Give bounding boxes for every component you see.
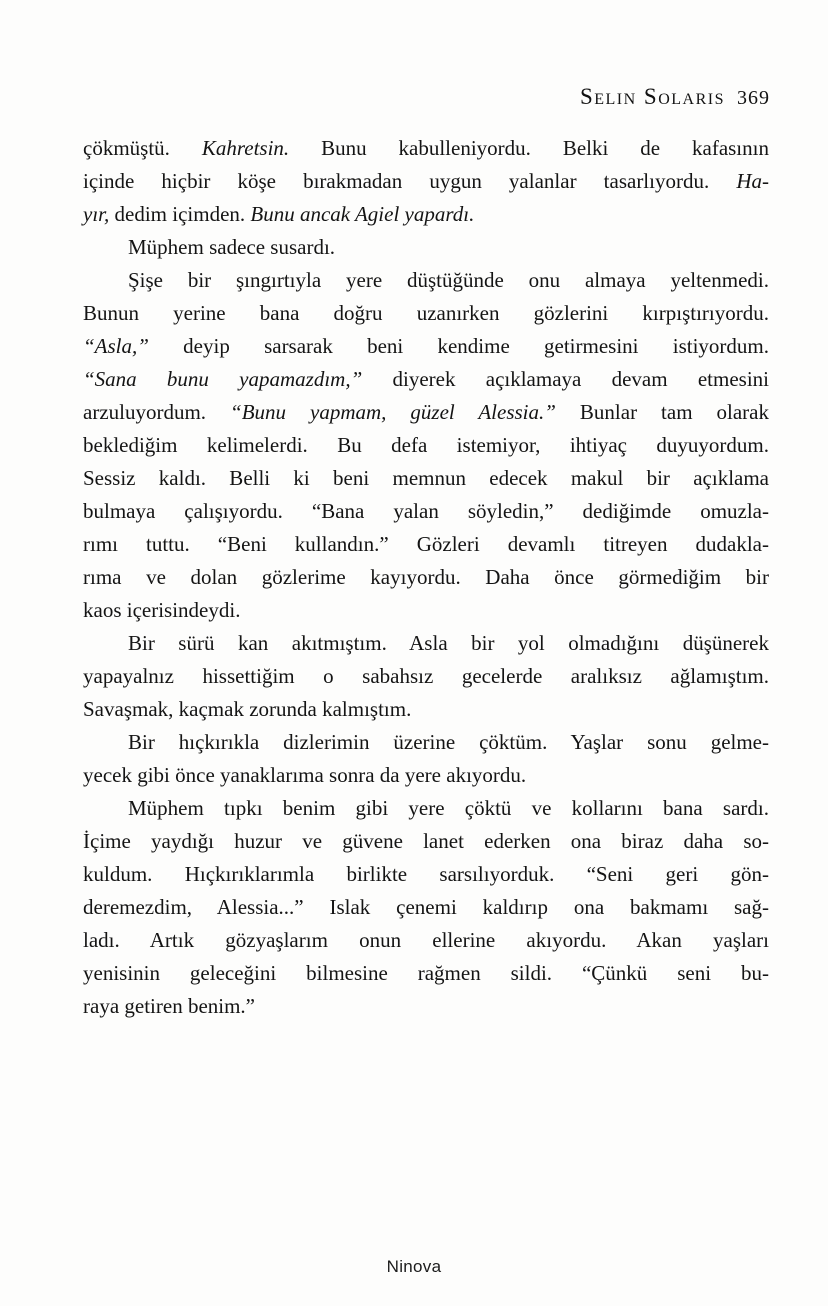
text-line bbox=[83, 693, 769, 726]
text-line bbox=[83, 726, 769, 759]
text-segment: Savaşmak, kaçmak zorunda kalmıştım. bbox=[83, 697, 412, 721]
page-number: 369 bbox=[737, 87, 770, 109]
text-segment: diyerek açıklamaya devam etmesini bbox=[362, 367, 769, 391]
text-segment: Şişe bir şıngırtıyla yere düştüğünde onu almaya yeltenmedi. bbox=[128, 268, 769, 292]
text-line bbox=[83, 363, 769, 396]
text-line bbox=[83, 495, 769, 528]
text-line bbox=[83, 594, 769, 627]
ninova-watermark: Ninova bbox=[386, 1257, 442, 1276]
text-line bbox=[83, 660, 769, 693]
text-segment: deremezdim, Alessia...” Islak çenemi kaldırıp ona bakmamı sağ- bbox=[83, 895, 769, 919]
text-line bbox=[83, 891, 769, 924]
text-line bbox=[83, 561, 769, 594]
text-segment: yenisinin geleceğini bilmesine rağmen sildi. “Çünkü seni bu- bbox=[83, 961, 769, 985]
text-segment: Müphem sadece susardı. bbox=[128, 235, 336, 259]
text-segment: yecek gibi önce yanaklarıma sonra da yere akıyordu. bbox=[83, 763, 527, 787]
text-line bbox=[83, 396, 769, 429]
text-line bbox=[83, 330, 769, 363]
text-line bbox=[83, 264, 769, 297]
text-line bbox=[83, 528, 769, 561]
footer bbox=[0, 1257, 828, 1277]
text-line bbox=[83, 132, 769, 165]
text-line bbox=[83, 957, 769, 990]
text-line bbox=[83, 924, 769, 957]
text-segment: Bir hıçkırıkla dizlerimin üzerine çöktüm. Yaşlar sonu gelme- bbox=[128, 730, 769, 754]
text-line bbox=[83, 231, 769, 264]
text-segment: İçime yaydığı huzur ve güvene lanet ederken ona biraz daha so- bbox=[83, 829, 769, 853]
text-segment: rımı tuttu. “Beni kullandın.” Gözleri devamlı titreyen dudakla- bbox=[83, 532, 769, 556]
text-segment: çökmüştü. bbox=[83, 136, 202, 160]
text-segment: rıma ve dolan gözlerime kayıyordu. Daha önce görmediğim bir bbox=[83, 565, 769, 589]
text-segment: dedim içimden. bbox=[109, 202, 251, 226]
text-segment: Sessiz kaldı. Belli ki beni memnun edecek makul bir açıklama bbox=[83, 466, 769, 490]
text-line bbox=[83, 198, 769, 231]
text-segment: arzuluyordum. bbox=[83, 400, 231, 424]
text-segment: Bunu ancak Agiel yapardı. bbox=[250, 202, 475, 226]
text-line bbox=[83, 792, 769, 825]
text-segment: “Sana bunu yapamazdım,” bbox=[83, 367, 363, 391]
text-segment: Bunu kabulleniyordu. Belki de kafasının bbox=[289, 136, 769, 160]
text-segment: beklediğim kelimelerdi. Bu defa istemiyor, ihtiyaç duyuyordum. bbox=[83, 433, 769, 457]
text-segment: Kahretsin. bbox=[201, 136, 290, 160]
text-line bbox=[83, 858, 769, 891]
text-line bbox=[83, 297, 769, 330]
text-segment: Bunlar tam olarak bbox=[555, 400, 769, 424]
text-segment: Müphem tıpkı benim gibi yere çöktü ve kollarını bana sardı. bbox=[128, 796, 769, 820]
text-segment: yapayalnız hissettiğim o sabahsız gecelerde aralıksız ağlamıştım. bbox=[83, 664, 769, 688]
text-segment: kaos içerisindeydi. bbox=[83, 598, 241, 622]
running-header bbox=[0, 84, 828, 110]
text-segment: içinde hiçbir köşe bırakmadan uygun yalanlar tasarlıyordu. bbox=[83, 169, 737, 193]
text-segment: deyip sarsarak beni kendime getirmesini istiyordum. bbox=[148, 334, 769, 358]
text-segment: ladı. Artık gözyaşlarım onun ellerine akıyordu. Akan yaşları bbox=[83, 928, 769, 952]
text-segment: “Asla,” bbox=[83, 334, 149, 358]
book-title: Selin Solaris bbox=[579, 84, 725, 109]
text-segment: Ha- bbox=[736, 169, 769, 193]
text-segment: “Bunu yapmam, güzel Alessia.” bbox=[230, 400, 556, 424]
text-segment: Bunun yerine bana doğru uzanırken gözlerini kırpıştırıyordu. bbox=[83, 301, 769, 325]
text-line bbox=[83, 825, 769, 858]
text-segment: bulmaya çalışıyordu. “Bana yalan söyledin,” dediğimde omuzla- bbox=[83, 499, 769, 523]
text-line bbox=[83, 759, 769, 792]
text-line bbox=[83, 627, 769, 660]
text-line bbox=[83, 429, 769, 462]
text-line bbox=[83, 165, 769, 198]
text-line bbox=[83, 990, 769, 1023]
text-segment: yır, bbox=[83, 202, 110, 226]
text-segment: raya getiren benim.” bbox=[83, 994, 255, 1018]
text-segment: kuldum. Hıçkırıklarımla birlikte sarsılıyorduk. “Seni geri gön- bbox=[83, 862, 769, 886]
text-line bbox=[83, 462, 769, 495]
text-segment: Bir sürü kan akıtmıştım. Asla bir yol olmadığını düşünerek bbox=[128, 631, 769, 655]
page-body bbox=[0, 132, 769, 1023]
